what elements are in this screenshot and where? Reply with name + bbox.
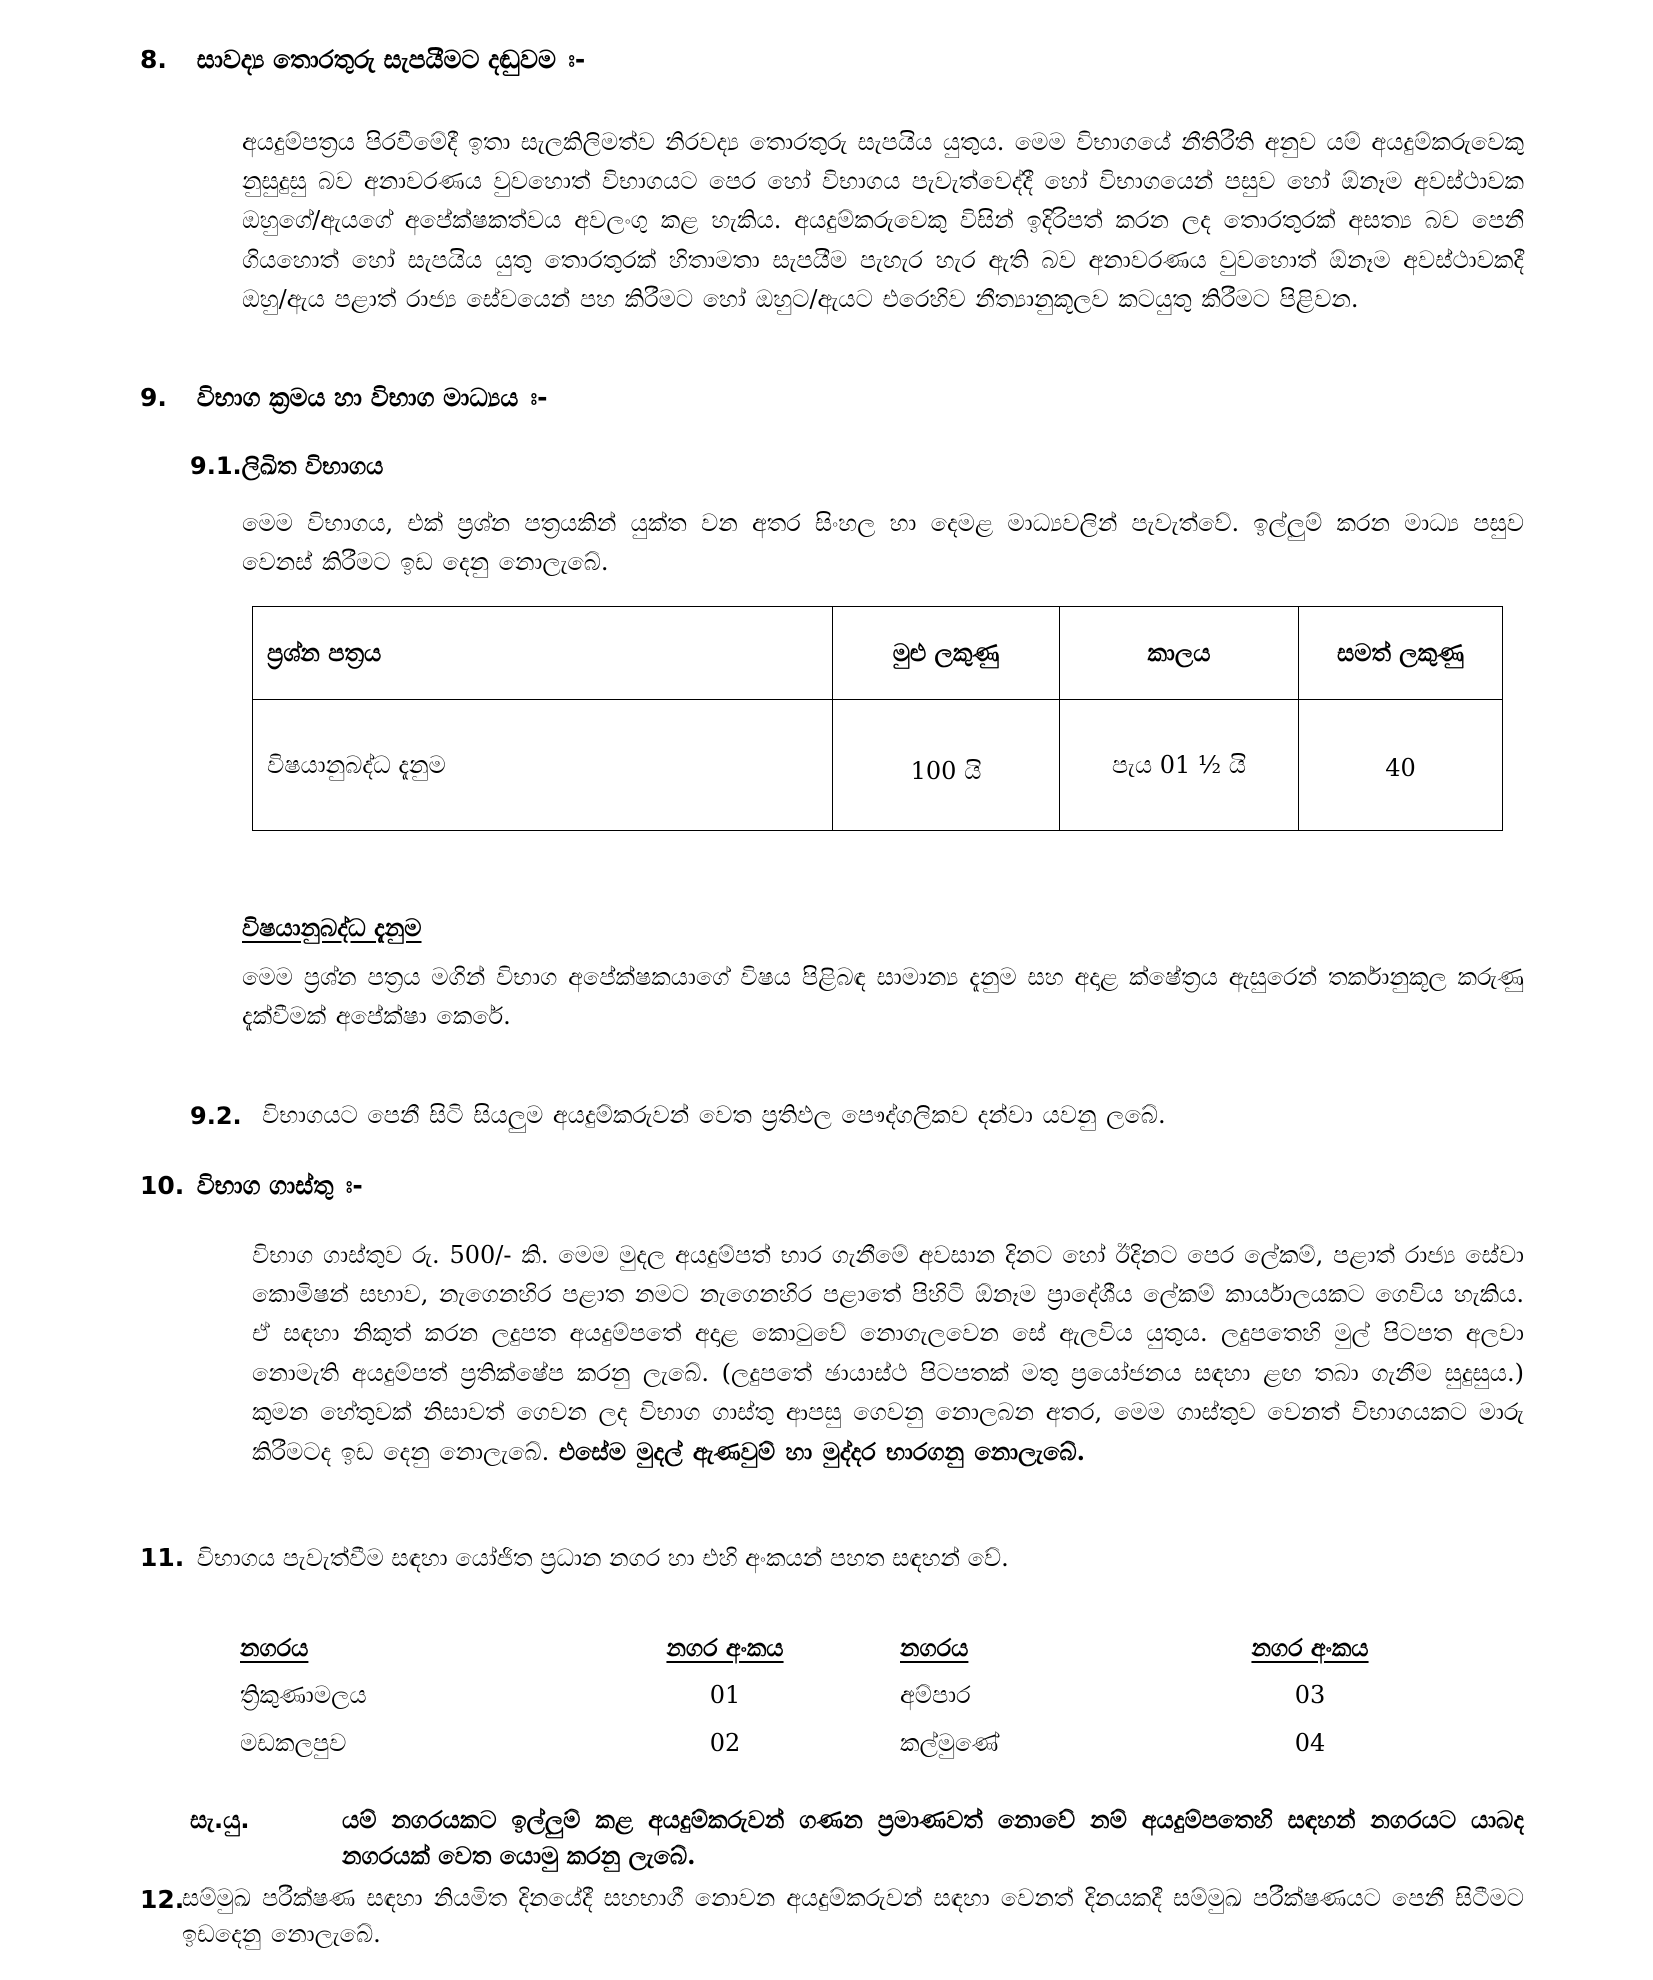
table-header-row (230, 1625, 1430, 1671)
header-city-number-2 (1190, 1625, 1430, 1671)
city-name: ත්‍රිකුණාමලය (240, 1681, 367, 1709)
note-text: යම් නගරයකට ඉල්ලුම් කළ අයදුම්කරුවන් ගණන ප්‍රමාණවත් නොවේ නම් අයදුම්පතෙහි සඳහන් නගරයට යාබද නගරයක් වෙත යොමු කරනු ලැබේ. (342, 1805, 1524, 1870)
table-row (230, 1719, 1430, 1767)
section-number: 9. (140, 383, 167, 412)
section-9-heading (140, 382, 548, 414)
city-number: 03 (1294, 1681, 1326, 1709)
section-11-heading (140, 1542, 1009, 1574)
section-title: විභාග ක්‍රමය හා විභාග මාධ්‍යය ඃ- (196, 383, 548, 412)
section-title: සාවද්‍ය තොරතුරු සැපයීමට දඬුවම ඃ- (196, 45, 586, 74)
section-12-heading (140, 1884, 185, 1916)
subsection-9-1-heading: 9.1.ලිඛිත විභාගය (190, 452, 384, 480)
section-number: 10. (140, 1171, 185, 1200)
header-city-number-label: නගර අංකය (666, 1634, 784, 1662)
section-8-heading (140, 44, 585, 76)
table-row (230, 1671, 1430, 1719)
header-total-marks: මුළු ලකුණු (833, 607, 1060, 700)
section-10-body (252, 1236, 1524, 1472)
city-name: අම්පාර (900, 1681, 971, 1709)
subject-heading: විෂයානුබද්ධ දැනුම (242, 914, 422, 942)
cell-total-marks: 100 යි (833, 700, 1060, 831)
city-number: 01 (709, 1681, 741, 1709)
section-8-body: අයදුම්පත්‍රය පිරවීමේදී ඉතා සැලකිලිමත්ව නිරවද්‍ය තොරතුරු සැපයිය යුතුය. මෙම විභාගයේ නීතිරීති අනුව යම් අයදුම්කරුවෙකු නුසුදුසු බව අනාවරණය වුවහොත් විභාගයට පෙර හෝ විභාගය පැවැත්වෙද්දී හෝ විභාගයෙන් පසුව හෝ ඕනෑම අවස්ථාවක ඔහුගේ/ඇයගේ අපේක්ෂකත්වය අවලංගු කළ හැකිය. අයදුම්කරුවෙකු විසින් ඉදිරිපත් කරන ලද තොරතුරක් අසත්‍ය බව පෙනී ගියහොත් හෝ සැපයිය යුතු තොරතුරක් හිතාමතා සැපයීම පැහැර හැර ඇති බව අනාවරණය වුවහොත් ඕනෑම අවස්ථාවකදී ඔහු/ඇය පළාත් රාජ්‍ය සේවයෙන් පහ කිරීමට හෝ ඔහුට/ඇයට එරෙහිව නීත්‍යානුකූලව කටයුතු කිරීමට පිළිවන. (242, 128, 1524, 313)
cell-duration: පැය 01 ½ යි (1060, 700, 1299, 831)
header-duration: කාලය (1060, 607, 1299, 700)
city-name: මඩකලපුව (240, 1729, 347, 1757)
header-city-label: නගරය (240, 1634, 309, 1662)
city-table (230, 1625, 1430, 1767)
subsection-9-1-body: මෙම විභාගය, එක් ප්‍රශ්න පත්‍රයකින් යුක්ත වන අතර සිංහල හා දෙමළ මාධ්‍යවලින් පැවැත්වේ. ඉල්ලුම් කරන මාධ්‍ය පසුව වෙනස් කිරීමට ඉඩ දෙනු නොලැබේ. (242, 509, 1524, 577)
section-title: විභාග ගාස්තු ඃ- (196, 1171, 363, 1200)
table-row (253, 700, 1503, 831)
subsection-9-2-body: විභාගයට පෙනී සිටි සියලුම අයදුම්කරුවන් වෙත ප්‍රතිඵල පෞද්ගලිකව දන්වා යවනු ලබේ. (262, 1101, 1166, 1129)
header-city-2 (890, 1625, 1190, 1671)
section-number: 12. (140, 1885, 185, 1914)
fee-text: විභාග ගාස්තුව රු. 500/- කි. මෙම මුදල අයදුම්පත් භාර ගැනීමේ අවසාන දිනට හෝ ඊදිනට පෙර ලේකම්, පළාත් රාජ්‍ය සේවා කොමිෂන් සභාව, නැගෙනහිර පළාත නමට නැගෙනහිර පළාතේ පිහිටි ඕනෑම ප්‍රාදේශීය ලේකම් කාර්යාලයකට ගෙවිය හැකිය. ඒ සඳහා නිකුත් කරන ලදුපත අයදුම්පතේ අදාළ කොටුවේ නොගැලවෙන සේ ඇලවිය යුතුය. ලදුපතෙහි මුල් පිටපත අලවා නොමැති අයදුම්පත් ප්‍රතික්ෂේප කරනු ලැබේ. (ලදුපතේ ඡායාස්ථ පිටපතක් මතු ප්‍රයෝජනය සඳහා ළඟ තබා ගැනීම සුදුසුය.) කුමන හේතුවක් නිසාවත් ගෙවන ලද විභාග ගාස්තු ආපසු ගෙවනු නොලබන අතර, මෙම ගාස්තුව වෙනත් විභාගයකට මාරු කිරීමටද ඉඩ දෙනු නොලැබේ. (252, 1241, 1524, 1467)
header-city-number (560, 1625, 890, 1671)
city-name: කල්මුණේ (900, 1729, 999, 1757)
cell-pass-mark: 40 (1299, 700, 1503, 831)
header-city-number-2-label: නගර අංකය (1251, 1634, 1369, 1662)
paper-table (252, 606, 1503, 831)
section-number: 8. (140, 45, 167, 74)
subject-body: මෙම ප්‍රශ්න පත්‍රය මගින් විභාග අපේක්ෂකයාගේ විෂය පිළිබඳ සාමාන්‍ය දැනුම සහ අදාළ ක්ෂේත්‍රය ඇසුරෙන් තර්කානුකූල කරුණු දැක්වීමක් අපේක්ෂා කෙරේ. (242, 963, 1524, 1031)
cell-paper-name: විෂයානුබද්ධ දැනුම (253, 700, 833, 831)
header-paper: ප්‍රශ්න පත්‍රය (253, 607, 833, 700)
section-number: 11. (140, 1543, 185, 1572)
city-number: 02 (709, 1729, 741, 1757)
note-label: සැ.යු. (190, 1806, 250, 1834)
city-number: 04 (1294, 1729, 1326, 1757)
header-pass-mark: සමත් ලකුණු (1299, 607, 1503, 700)
subsection-9-2-number: 9.2. (190, 1102, 242, 1130)
table-header-row (253, 607, 1503, 700)
section-12-body: සම්මුඛ පරීක්ෂණ සඳහා නියමිත දිනයේදී සහභාගී නොවන අයදුම්කරුවන් සඳහා වෙනත් දිනයකදී සම්මුඛ පරීක්ෂණයට පෙනී සිටීමට ඉඩදෙනු නොලැබේ. (182, 1884, 1524, 1948)
fee-bold-text: එසේම මුදල් ඇණවුම් හා මුද්දර භාරගනු නොලැබේ. (558, 1437, 1085, 1467)
section-11-text: විභාගය පැවැත්වීම සඳහා යෝජිත ප්‍රධාන නගර හා එහි අංකයන් පහත සඳහන් වේ. (196, 1544, 1009, 1572)
header-city (230, 1625, 560, 1671)
section-10-heading (140, 1170, 363, 1202)
header-city-2-label: නගරය (900, 1634, 969, 1662)
